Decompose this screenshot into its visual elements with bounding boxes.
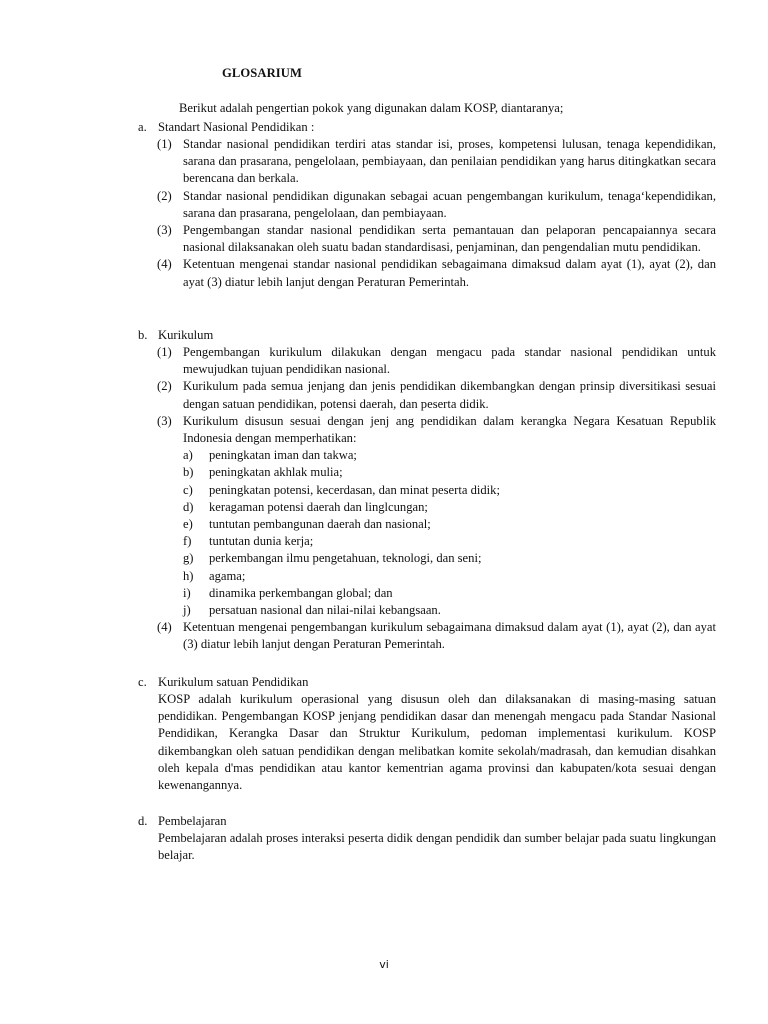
sub-item bbox=[138, 464, 716, 481]
section-paragraph: KOSP adalah kurikulum operasional yang disusun oleh dan dilaksanakan di masing-masing satuan pendidikan. Pengembangan KOSP jenjang pendidikan dasar dan menengah mengacu pada Standar Nasional Pendidikan, Kerangka Dasar dan Struktur Kurikulum, pedoman implementasi kurikulum. KOSP dikembangkan oleh satuan pendidikan dengan melibatkan komite sekolah/madrasah, dan kemudian disahkan oleh kepala d'mas pendidikan atau kantor kementrian agama provinsi dan kabupaten/kota sesuai dengan kewenangannya. bbox=[158, 692, 716, 793]
item-text: Ketentuan mengenai pengembangan kurikulum sebagaimana dimaksud dalam ayat (1), ayat (2), dan ayat (3) diatur lebih lanjut dengan Peraturan Pemerintah. bbox=[183, 620, 716, 652]
item-number: (1) bbox=[157, 137, 172, 151]
item-text: Kurikulum disusun sesuai dengan jenj ang pendidikan dalam kerangka Negara Kesatuan Republik Indonesia dengan memperhatikan: bbox=[183, 413, 716, 446]
sub-item bbox=[138, 585, 716, 602]
sub-item-text: tuntutan dunia kerja; bbox=[209, 534, 314, 549]
section-a bbox=[138, 119, 716, 291]
list-item bbox=[138, 188, 716, 222]
sub-item bbox=[138, 499, 716, 516]
sub-item bbox=[138, 533, 716, 550]
section-title: Kurikulum bbox=[158, 328, 214, 342]
section-c bbox=[138, 674, 716, 794]
item-number: (3) bbox=[157, 223, 172, 238]
section-heading bbox=[138, 327, 716, 344]
section-heading bbox=[138, 813, 716, 830]
list-item bbox=[138, 378, 716, 412]
section-letter: b. bbox=[138, 328, 148, 342]
section-paragraph: Pembelajaran adalah proses interaksi peserta didik dengan pendidik dan sumber belajar pada suatu lingkungan belajar. bbox=[158, 831, 716, 863]
item-text: Ketentuan mengenai standar nasional pendidikan sebagaimana dimaksud dalam ayat (1), ayat (2), dan ayat (3) diatur lebih lanjut dengan Peraturan Pemerintah. bbox=[183, 257, 716, 289]
sub-item-letter: a) bbox=[183, 448, 193, 463]
section-heading bbox=[138, 674, 716, 691]
sub-item-text: dinamika perkembangan global; dan bbox=[209, 585, 393, 600]
section-b bbox=[138, 327, 716, 654]
item-number: (4) bbox=[157, 257, 172, 272]
sub-item-text: agama; bbox=[209, 568, 246, 583]
sub-item-letter: b) bbox=[183, 465, 194, 480]
sub-item-letter: c) bbox=[183, 482, 193, 497]
sub-item-letter: h) bbox=[183, 568, 194, 583]
sub-item bbox=[138, 602, 716, 619]
sub-item-letter: f) bbox=[183, 534, 192, 549]
section-d bbox=[138, 813, 716, 864]
sub-item bbox=[138, 482, 716, 499]
list-item bbox=[138, 344, 716, 378]
item-text: Pengembangan kurikulum dilakukan dengan mengacu pada standar nasional pendidikan untuk mewujudkan tujuan pendidikan nasional. bbox=[183, 345, 716, 377]
item-text: Kurikulum pada semua jenjang dan jenis pendidikan dikembangkan dengan prinsip diversitikasi sesuai dengan satuan pendidikan, potensi daerah, dan peserta didik. bbox=[183, 379, 716, 411]
sub-item bbox=[138, 516, 716, 533]
section-title: Pembelajaran bbox=[158, 814, 227, 828]
section-letter: c. bbox=[138, 675, 147, 689]
page-title: GLOSARIUM bbox=[222, 66, 302, 80]
item-number: (1) bbox=[157, 345, 172, 359]
item-number: (4) bbox=[157, 620, 172, 635]
sub-item bbox=[138, 568, 716, 585]
sub-item-letter: i) bbox=[183, 585, 191, 600]
item-number: (3) bbox=[157, 413, 172, 428]
section-letter: a. bbox=[138, 120, 147, 134]
list-item bbox=[138, 256, 716, 290]
list-item bbox=[138, 413, 716, 447]
sub-item bbox=[138, 550, 716, 567]
section-letter: d. bbox=[138, 814, 148, 828]
sub-item bbox=[138, 447, 716, 464]
sub-item-text: tuntutan pembangunan daerah dan nasional; bbox=[209, 517, 431, 532]
sub-item-text: keragaman potensi daerah dan linglcungan; bbox=[209, 499, 428, 514]
item-text: Pengembangan standar nasional pendidikan serta pemantauan dan pelaporan pencapaiannya secara nasional dilaksanakan oleh suatu badan standardisasi, penjaminan, dan pengendalian mutu pendidikan. bbox=[183, 223, 716, 255]
sub-item-letter: g) bbox=[183, 551, 194, 566]
intro-text: Berikut adalah pengertian pokok yang digunakan dalam KOSP, diantaranya; bbox=[179, 101, 564, 115]
item-number: (2) bbox=[157, 379, 172, 394]
section-heading bbox=[138, 119, 716, 136]
item-number: (2) bbox=[157, 188, 172, 203]
list-item bbox=[138, 136, 716, 188]
sub-item-text: peningkatan iman dan takwa; bbox=[209, 448, 357, 463]
sub-item-letter: e) bbox=[183, 517, 193, 532]
sub-item-text: peningkatan potensi, kecerdasan, dan minat peserta didik; bbox=[209, 482, 500, 497]
section-title: Standart Nasional Pendidikan : bbox=[158, 120, 315, 134]
sub-item-text: peningkatan akhlak mulia; bbox=[209, 465, 343, 480]
section-title: Kurikulum satuan Pendidikan bbox=[158, 675, 309, 689]
sub-item-letter: j) bbox=[183, 603, 191, 618]
list-item bbox=[138, 222, 716, 256]
sub-item-text: persatuan nasional dan nilai-nilai kebangsaan. bbox=[209, 603, 441, 618]
sub-item-text: perkembangan ilmu pengetahuan, teknologi, dan seni; bbox=[209, 551, 482, 566]
sub-item-letter: d) bbox=[183, 499, 194, 514]
list-item bbox=[138, 619, 716, 653]
page-number: vi bbox=[379, 958, 389, 971]
sub-list bbox=[138, 447, 716, 619]
item-text: Standar nasional pendidikan digunakan sebagai acuan pengembangan kurikulum, tenaga‘kependidikan, sarana dan prasarana, pengelolaan, dan pembiayaan. bbox=[183, 188, 716, 220]
item-text: Standar nasional pendidikan terdiri atas standar isi, proses, kompetensi lulusan, tenaga kependidikan, sarana dan prasarana, pengelolaan, pembiayaan, dan penilaian pendidikan yang harus ditingkatkan secara berencana dan berkala. bbox=[183, 137, 716, 186]
